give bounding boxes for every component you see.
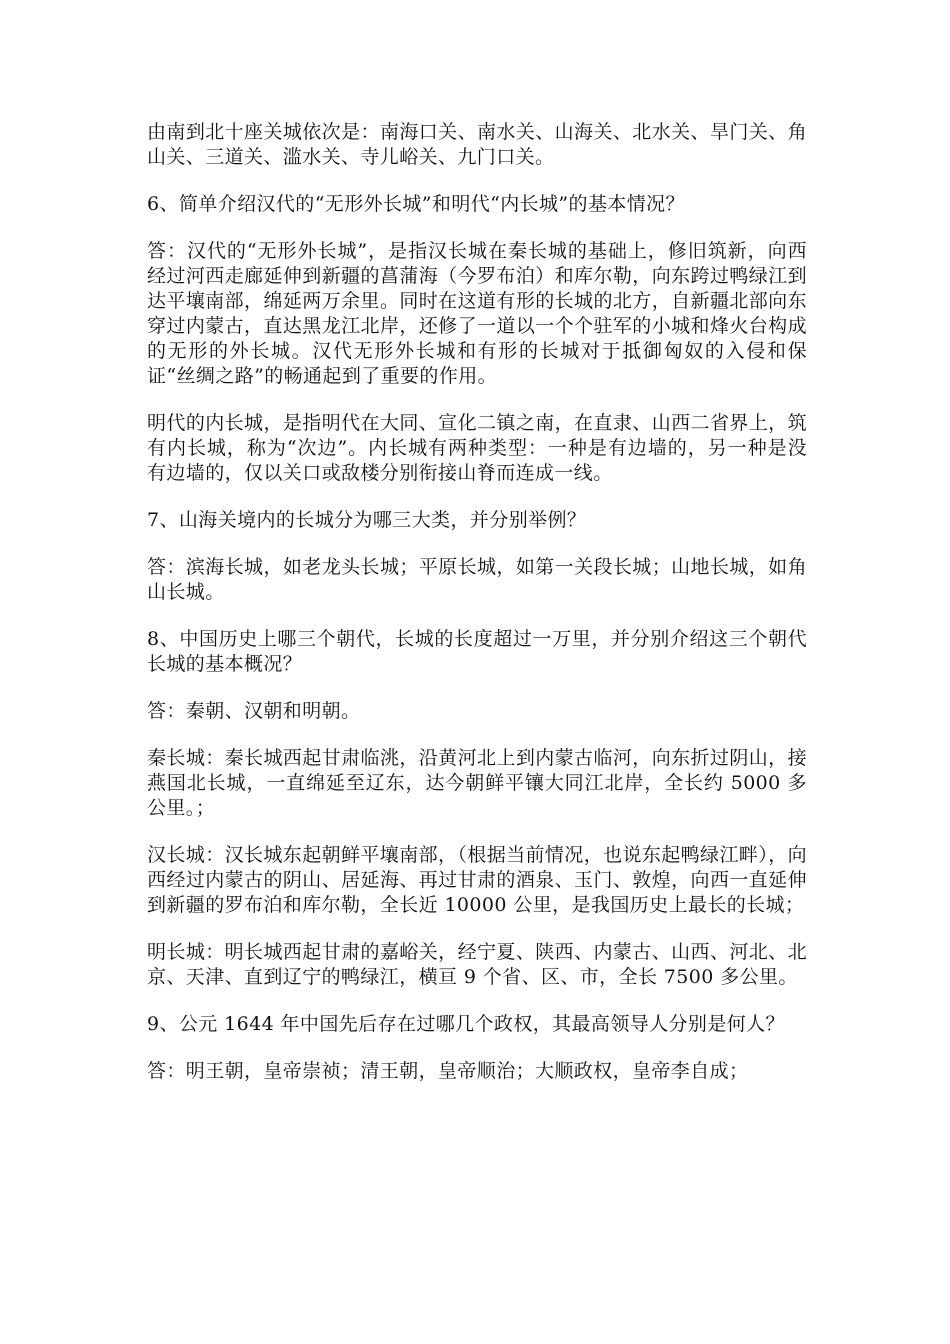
answer-7: 答：滨海长城，如老龙头长城；平原长城，如第一关段长城；山地长城，如角山长城。 [147, 556, 807, 603]
answer-8-ming: 明长城：明长城西起甘肃的嘉峪关，经宁夏、陕西、内蒙古、山西、河北、北京、天津、直到辽宁的鸭绿江，横亘 9 个省、区、市，全长 7500 多公里。 [147, 941, 807, 988]
question-9: 9、公元 1644 年中国先后存在过哪几个政权，其最高领导人分别是何人？ [147, 1013, 785, 1035]
answer-9: 答：明王朝，皇帝崇祯；清王朝，皇帝顺治；大顺政权，皇帝李自成； [147, 1060, 749, 1082]
answer-8: 答：秦朝、汉朝和明朝。 [147, 700, 361, 722]
answer-8-qin: 秦长城：秦长城西起甘肃临洮，沿黄河北上到内蒙古临河，向东折过阴山，接燕国北长城，一直绵延至辽东，达今朝鲜平镶大同江北岸，全长约 5000 多公里。； [147, 747, 807, 819]
answer-8-han: 汉长城：汉长城东起朝鲜平壤南部，（根据当前情况，也说东起鸭绿江畔），向西经过内蒙古的阴山、居延海、再过甘肃的酒泉、玉门、敦煌，向西一直延伸到新疆的罗布泊和库尔勒，全长近 10000 公里，是我国历史上最长的长城； [147, 844, 808, 916]
question-8: 8、中国历史上哪三个朝代，长城的长度超过一万里，并分别介绍这三个朝代长城的基本概况？ [147, 628, 807, 675]
paragraph-gates-list: 由南到北十座关城依次是：南海口关、南水关、山海关、北水关、旱门关、角山关、三道关、滥水关、寺儿峪关、九门口关。 [147, 121, 807, 168]
answer-6-ming: 明代的内长城，是指明代在大同、宣化二镇之南，在直隶、山西二省界上，筑有内长城，称为“次边”。内长城有两种类型：一种是有边墙的，另一种是没有边墙的，仅以关口或敌楼分别衔接山脊而连成一线。 [147, 412, 807, 484]
question-7: 7、山海关境内的长城分为哪三大类，并分别举例？ [147, 509, 587, 531]
answer-6-han: 答：汉代的“无形外长城”，是指汉长城在秦长城的基础上，修旧筑新，向西经过河西走廊延伸到新疆的菖蒲海（今罗布泊）和库尔勒，向东跨过鸭绿江到达平壤南部，绵延两万余里。同时在这道有形的长城的北方，自新疆北部向东穿过内蒙古，直达黑龙江北岸，还修了一道以一个个驻军的小城和烽火台构成的无形的外长城。汉代无形外长城和有形的长城对于抵御匈奴的入侵和保证“丝绸之路”的畅通起到了重要的作用。 [147, 240, 807, 387]
question-6: 6、简单介绍汉代的“无形外长城”和明代“内长城”的基本情况？ [147, 193, 685, 215]
document-page [147, 120, 807, 1106]
